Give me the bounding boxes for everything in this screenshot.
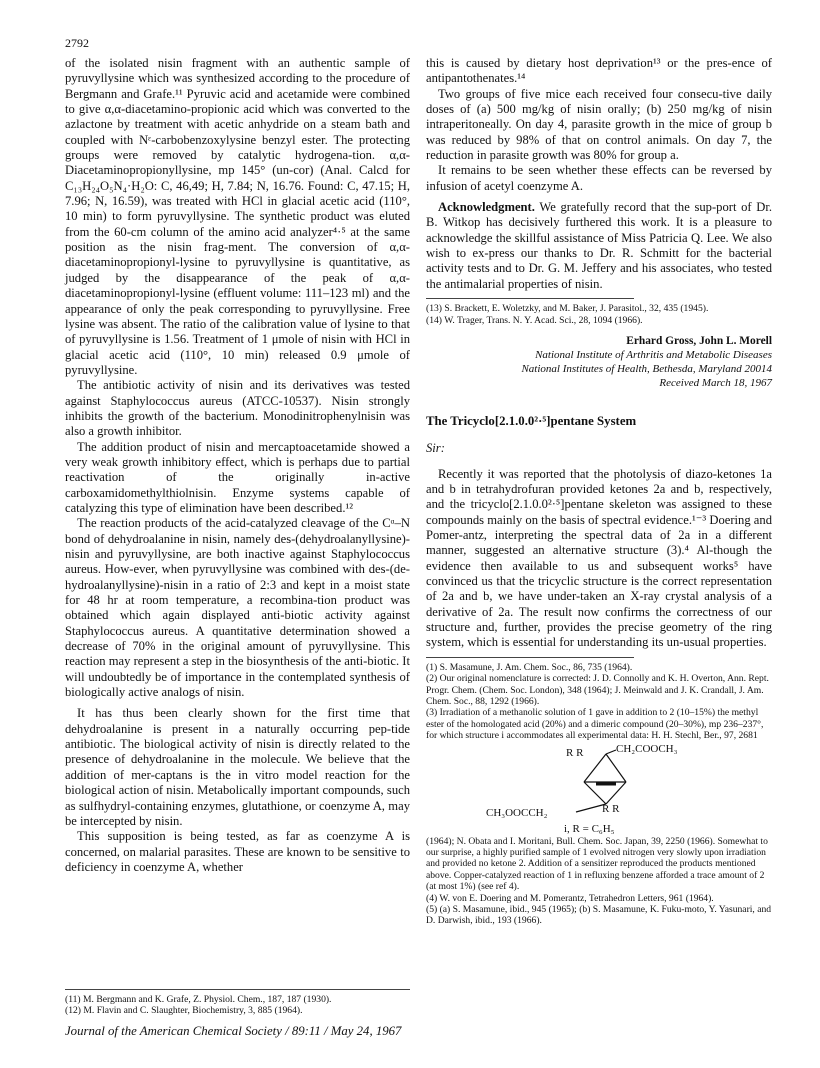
footnote-divider-right <box>426 298 634 299</box>
footnote-12: (12) M. Flavin and C. Slaughter, Biochemistry, 3, 885 (1964). <box>65 1005 303 1017</box>
affiliation-1: National Institute of Arthritis and Metabolic Diseases <box>535 348 772 361</box>
footnotes-a <box>426 303 772 326</box>
structure-label-ch2cooch3: CH₂COOCH₃ <box>616 742 678 755</box>
footnote-4: (4) W. von E. Doering and M. Pomerantz, Tetrahedron Letters, 961 (1964). <box>426 892 714 904</box>
right-paragraph-3: It remains to be seen whether these effects can be reversed by infusion of acetyl coenzyme A. <box>426 163 772 193</box>
footnotes-c <box>426 836 772 927</box>
footnote-divider <box>65 989 410 990</box>
chemical-structure-i <box>426 744 772 836</box>
structure-caption: i, R = C₆H₅ <box>564 822 615 835</box>
footnotes-b <box>426 662 772 742</box>
right-paragraph-2: Two groups of five mice each received four consecu-tive daily doses of (a) 500 mg/kg of nisin orally; (b) 250 mg/kg of nisin intraperitoneally. On day 4, parasite growth in the mice of group b was reduced by 98% of that on control animals. On day 7, the reduction in parasite growth was 80% for group a. <box>426 86 772 163</box>
left-footnotes <box>65 983 410 1017</box>
structure-label-rr-top: R R <box>566 746 584 759</box>
left-paragraph-6: This supposition is being tested, as far as coenzyme A is concerned, on malarial parasites. These are known to be sensitive to deficiency in coenzyme A, whether <box>65 829 410 874</box>
right-column <box>426 56 772 927</box>
author-block <box>426 334 772 390</box>
salutation: Sir: <box>426 441 445 456</box>
left-column <box>65 56 410 875</box>
footnote-13: (13) S. Brackett, E. Woletzky, and M. Baker, J. Parasitol., 32, 435 (1945). <box>426 303 709 315</box>
left-paragraph-4: The reaction products of the acid-catalyzed cleavage of the Cᵅ–N bond of dehydroalanine in nisin, namely des-(dehydroalanyllysine)-nisin and pyruvyllysine, are both inactive against Staphylococcus aureus. How-ever, when pyruvyllysine was combined with des-(de-hydroalanyllysine)-nisin in a ratio of 2:3 and kept in a moist state for 48 hr at room temperature, a recombina-tion product was obtained which again displayed anti-biotic activity against Staphylococcus aureus. A quantitative determination showed a decrease of 70% in the original amount of pyruvyllysine. This reaction may represent a step in the biosynthesis of the anti-biotic. It will undoubtedly be of importance in the contemplated synthesis of biologically active analogs of nisin. <box>65 516 410 700</box>
footnote-11: (11) M. Bergmann and K. Grafe, Z. Physiol. Chem., 187, 187 (1930). <box>65 994 332 1005</box>
left-paragraph-3: The addition product of nisin and mercaptoacetamide showed a very weak growth inhibitory effect, which is perhaps due to partial reactivation of the originally in-active carboxamidomethylthiolnisin. Enzyme systems capable of catalyzing this type of elimination have been described.¹² <box>65 439 410 515</box>
footnote-3: (3) Irradiation of a methanolic solution of 1 gave in addition to 2 (10–15%) the methyl ester of the homologated acid (20%) and a dimeric compound (20–30%), mp 236–237°, for which structure i accommodates all experimental data: H. H. Stechl, Ber., 97, 2681 <box>426 707 764 742</box>
acknowledgment-text: We gratefully record that the sup-port of Dr. B. Witkop has decisively furthered this work. It is a pleasure to acknowledge the skillful assistance of Miss Patricia Q. Lee. We also wish to ex-press our thanks to Dr. R. Schmitt for the bacterial activity tests and to Dr. G. M. Jeffery and his associates, who tested the antimalarial properties of nisin. <box>426 200 772 291</box>
left-paragraph-1: of the isolated nisin fragment with an authentic sample of pyruvyllysine which was synthesized according to the procedure of Bergmann and Grafe.¹¹ Pyruvic acid and acetamide were combined to give α,α-diacetamino-propionic acid which was converted to the azlactone by treatment with acetic anhydride on a steam bath and coupled with Nᵋ-carbobenzoxylysine benzyl ester. The protecting groups were removed by catalytic hydrogena-tion. α,α-Diacetaminopropionyllysine, mp 145° (un-cor) (Anal. Calcd for C₁₃H₂₄O₅N₄·H₂O: C, 46,49; H, 7.84; N, 16.76. Found: C, 47.15; H, 7.96; N, 16.59), was treated with HCl in glacial acetic acid (110°, 10 min) to form pyruvyllysine. The synthetic product was eluted from the 60-cm column of the amino acid analyzer⁴·⁵ at the same position as the nisin frag-ment. The conversion of α,α-diacetaminopropionyl-lysine to pyruvyllysine is quantitative, as judged by the disappearance of the peak of α,α-diacetaminopropionyl-lysine (effluent volume: 111–123 ml) and the appearance of only the peak corresponding to pyruvyllysine. Free lysine was absent. The ratio of the calibration value of lysine to that of pyruvyllysine is 1.56. Treatment of 1 μmole of nisin with HCl in glacial acetic acid (110°, 10 min) released 0.9 μmole of pyruvyllysine. <box>65 56 410 377</box>
journal-footer: Journal of the American Chemical Society / 89:11 / May 24, 1967 <box>65 1024 402 1038</box>
left-paragraph-5: It has thus been clearly shown for the first time that dehydroalanine is present in a naturally occurring pep-tide antibiotic. The biological activity of nisin is directly related to the presence of dehydroalanine in the molecule. We believe that the addition of mer-captans is the in vitro model reaction for the biological action of nisin. Metabolically important compounds, such as sulfhydryl-containing enzymes, glutathione, or coenzyme A, may be intercepted by nisin. <box>65 706 410 828</box>
left-paragraph-2: The antibiotic activity of nisin and its derivatives was tested against Staphylococcus aureus (ATCC-10537). Nisin strongly inhibits the growth of the bacterium. Monodinitrophenylnisin was also a growth inhibitor. <box>65 378 410 439</box>
affiliation-2: National Institutes of Health, Bethesda, Maryland 20014 <box>521 362 772 375</box>
footnote-1: (1) S. Masamune, J. Am. Chem. Soc., 86, 735 (1964). <box>426 661 633 673</box>
right-paragraph-1: this is caused by dietary host deprivation¹³ or the pres-ence of antipantothenates.¹⁴ <box>426 56 772 86</box>
acknowledgment-heading: Acknowledgment. <box>438 200 535 215</box>
footnote-divider-right-2 <box>426 657 634 658</box>
footnote-14: (14) W. Trager, Trans. N. Y. Acad. Sci., 28, 1094 (1966). <box>426 314 643 326</box>
received-date: Received March 18, 1967 <box>659 376 772 389</box>
structure-label-ch3oocch2: CH₃OOCCH₂ <box>486 806 548 819</box>
footnote-2: (2) Our original nomenclature is corrected: J. D. Connolly and K. H. Overton, Ann. Rept. Progr. Chem. (Chem. Soc. London), 348 (1964); J. Meinwald and J. K. Crandall, J. Am. Chem. Soc., 88, 1292 (1966). <box>426 673 769 707</box>
section-paragraph: Recently it was reported that the photolysis of diazo-ketones 1a and b in tetrahydrofuran provided ketones 2a and b, respectively, and the tricyclo[2.1.0.0²·⁵]pentane skeleton was assigned to these compounds mainly on the basis of spectral evidence.¹⁻³ Doering and Pomer-antz, interpreting the spectral data of 2a in a different manner, suggested an alternative structure (3).⁴ Al-though the evidence then available to us and subsequent works⁵ have convinced us that the tricyclic structure is the correct representation of 2a and b, we have under-taken an X-ray crystal analysis of a derivative of 2a. The result now confirms the correctness of our structure and, further, provides the precise geometry of the ring system, which is essential for understanding its un-usual properties. <box>426 466 772 650</box>
footnote-5: (5) (a) S. Masamune, ibid., 945 (1965); (b) S. Masamune, K. Fuku-moto, Y. Yasunari, and D. Darwish, ibid., 193 (1966). <box>426 904 772 927</box>
structure-label-rr-bottom: R R <box>602 802 620 815</box>
author-names: Erhard Gross, John L. Morell <box>626 334 772 347</box>
footnote-3-cont: (1964); N. Obata and I. Moritani, Bull. Chem. Soc. Japan, 39, 2250 (1966). Somewhat to our surprise, a highly purified sample of 1 evolved nitrogen very slowly upon irradiation and provided no ketone 2. Addition of a sensitizer reproduced the products mentioned above. Copper-catalyzed reaction of 1 in refluxing benzene afforded a trace amount of 2 (at most 1%) (see ref 4). <box>426 835 768 893</box>
page-number: 2792 <box>65 36 89 50</box>
section-title: The Tricyclo[2.1.0.0²·⁵]pentane System <box>426 413 637 428</box>
